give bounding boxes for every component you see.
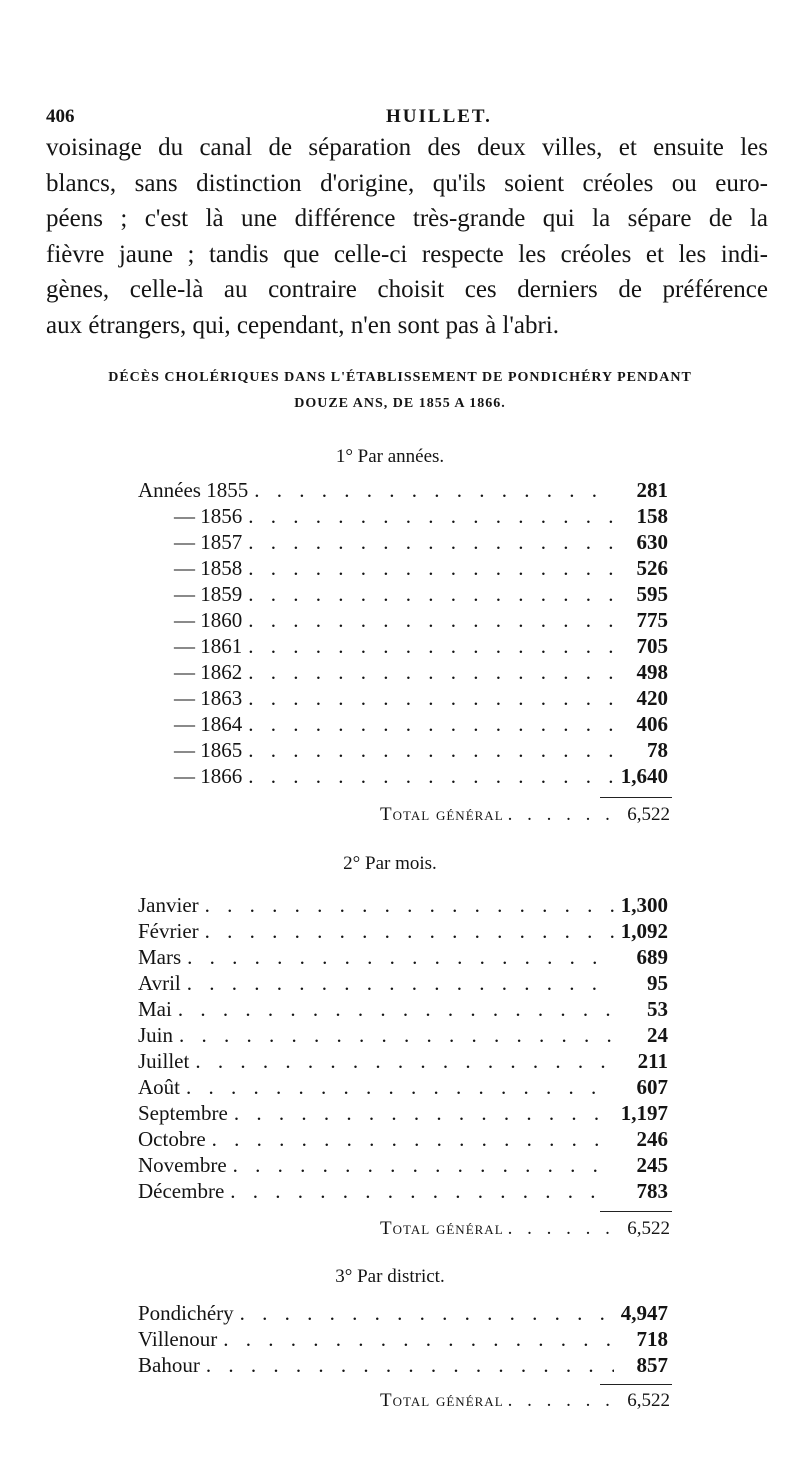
total-row (380, 1390, 670, 1416)
row-value: 689 (636, 945, 668, 969)
table-caption-line1: DÉCÈS CHOLÉRIQUES DANS L'ÉTABLISSEMENT DE PONDICHÉRY PENDANT (108, 370, 692, 385)
leader-dots (178, 997, 614, 1022)
paragraph-line: fièvre jaune ; tandis que celle-ci respecte les créoles et les indi- (46, 240, 768, 268)
row-label: Juillet (138, 1049, 190, 1073)
table-row (138, 1153, 668, 1179)
paragraph-line: péens ; c'est là une différence très-grande qui la sépare de la (46, 205, 768, 232)
table-row (138, 712, 668, 738)
row-label: — 1857 (174, 530, 243, 554)
total-row (380, 1218, 670, 1244)
row-value: 607 (636, 1075, 668, 1099)
table-caption-line2: DOUZE ANS, DE 1855 A 1866. (294, 396, 506, 411)
row-label: — 1856 (174, 504, 243, 528)
row-label: Février (138, 919, 199, 943)
row-value: 718 (636, 1327, 668, 1351)
leader-dots (508, 1390, 624, 1412)
leader-dots (205, 893, 614, 918)
paragraph-line: gènes, celle-là au contraire choisit ces derniers de préférence (46, 276, 768, 303)
row-label: — 1864 (174, 712, 243, 736)
row-value: 783 (636, 1179, 668, 1203)
row-value: 526 (636, 556, 668, 580)
table-row (138, 764, 668, 790)
total-rule (600, 1211, 672, 1212)
table-row (138, 738, 668, 764)
row-label: Bahour (138, 1353, 200, 1377)
table-row (138, 660, 668, 686)
leader-dots (248, 660, 614, 685)
table-row (138, 634, 668, 660)
table-row (138, 1327, 668, 1353)
leader-dots (230, 1179, 614, 1204)
section-heading: 3° Par district. (335, 1266, 445, 1287)
total-label: Total général (380, 1218, 504, 1239)
row-label: — 1862 (174, 660, 243, 684)
row-value: 705 (636, 634, 668, 658)
row-label: — 1863 (174, 686, 243, 710)
table-row (138, 582, 668, 608)
row-label: Septembre (138, 1101, 228, 1125)
page-number: 406 (46, 106, 75, 127)
leader-dots (179, 1023, 614, 1048)
row-value: 406 (636, 712, 668, 736)
total-value: 6,522 (627, 1390, 670, 1411)
row-label: Novembre (138, 1153, 227, 1177)
paragraph-line: blancs, sans distinction d'origine, qu'ils soient créoles ou euro- (46, 169, 768, 197)
total-rule (600, 1384, 672, 1385)
table-row (138, 1179, 668, 1205)
section-heading: 1° Par années. (335, 446, 445, 467)
row-label: Villenour (138, 1327, 218, 1351)
row-value: 630 (636, 530, 668, 554)
row-label: — 1859 (174, 582, 243, 606)
row-label: — 1858 (174, 556, 243, 580)
row-label: — 1861 (174, 634, 243, 658)
row-label: Janvier (138, 893, 199, 917)
leader-dots (186, 1075, 614, 1100)
row-value: 595 (636, 582, 668, 606)
row-label: Octobre (138, 1127, 206, 1151)
row-value: 1,640 (620, 764, 668, 788)
row-value: 78 (647, 738, 668, 762)
leader-dots (248, 556, 614, 581)
table-row (138, 1127, 668, 1153)
leader-dots (187, 971, 614, 996)
leader-dots (248, 764, 614, 789)
row-value: 775 (636, 608, 668, 632)
row-value: 95 (647, 971, 668, 995)
table-row (138, 919, 668, 945)
row-value: 53 (647, 997, 668, 1021)
table-row (138, 1075, 668, 1101)
total-value: 6,522 (627, 1218, 670, 1239)
section-heading: 2° Par mois. (343, 853, 437, 874)
leader-dots (212, 1127, 614, 1152)
row-label: Mars (138, 945, 182, 969)
body-paragraph (46, 130, 768, 343)
row-value: 1,300 (620, 893, 668, 917)
table-row (138, 1301, 668, 1327)
row-label: Mai (138, 997, 172, 1021)
row-label: Décembre (138, 1179, 225, 1203)
paragraph-line: voisinage du canal de séparation des deux villes, et ensuite les (46, 134, 768, 161)
leader-dots (248, 686, 614, 711)
row-value: 420 (636, 686, 668, 710)
row-label: Juin (138, 1023, 174, 1047)
total-label: Total général (380, 1390, 504, 1411)
total-row (380, 804, 670, 830)
table-row (138, 686, 668, 712)
row-value: 857 (636, 1353, 668, 1377)
table-row (138, 556, 668, 582)
row-value: 1,092 (620, 919, 668, 943)
leader-dots (205, 919, 614, 944)
leader-dots (248, 608, 614, 633)
table-row (138, 1023, 668, 1049)
leader-dots (206, 1353, 614, 1378)
table-row (138, 945, 668, 971)
leader-dots (508, 804, 624, 826)
table-row (138, 608, 668, 634)
total-rule (600, 797, 672, 798)
row-value: 246 (636, 1127, 668, 1151)
leader-dots (187, 945, 614, 970)
row-value: 4,947 (620, 1301, 668, 1325)
table-row (138, 504, 668, 530)
table-row (138, 530, 668, 556)
row-value: 24 (647, 1023, 668, 1047)
row-value: 281 (636, 478, 668, 502)
leader-dots (234, 1101, 614, 1126)
leader-dots (248, 634, 614, 659)
row-label: Pondichéry (138, 1301, 234, 1325)
leader-dots (248, 504, 614, 529)
row-label: Avril (138, 971, 181, 995)
row-label: — 1866 (174, 764, 243, 788)
table-row (138, 1049, 668, 1075)
table-row (138, 1353, 668, 1379)
leader-dots (240, 1301, 614, 1326)
leader-dots (248, 712, 614, 737)
row-value: 1,197 (620, 1101, 668, 1125)
table-row (138, 971, 668, 997)
table-row (138, 997, 668, 1023)
row-label: — 1865 (174, 738, 243, 762)
table-row (138, 1101, 668, 1127)
row-value: 498 (636, 660, 668, 684)
running-head: HUILLET. (386, 106, 492, 127)
row-value: 245 (636, 1153, 668, 1177)
table-row (138, 478, 668, 504)
table-row (138, 893, 668, 919)
leader-dots (254, 478, 614, 503)
row-label: Août (138, 1075, 180, 1099)
total-label: Total général (380, 804, 504, 825)
leader-dots (233, 1153, 614, 1178)
row-label: — 1860 (174, 608, 243, 632)
leader-dots (248, 530, 614, 555)
leader-dots (508, 1218, 624, 1240)
row-value: 211 (637, 1049, 668, 1073)
leader-dots (248, 738, 614, 763)
paragraph-line: aux étrangers, qui, cependant, n'en sont pas à l'abri. (46, 311, 560, 339)
leader-dots (223, 1327, 614, 1352)
row-value: 158 (636, 504, 668, 528)
leader-dots (248, 582, 614, 607)
leader-dots (195, 1049, 614, 1074)
total-value: 6,522 (627, 804, 670, 825)
row-label: Années 1855 (138, 478, 249, 502)
